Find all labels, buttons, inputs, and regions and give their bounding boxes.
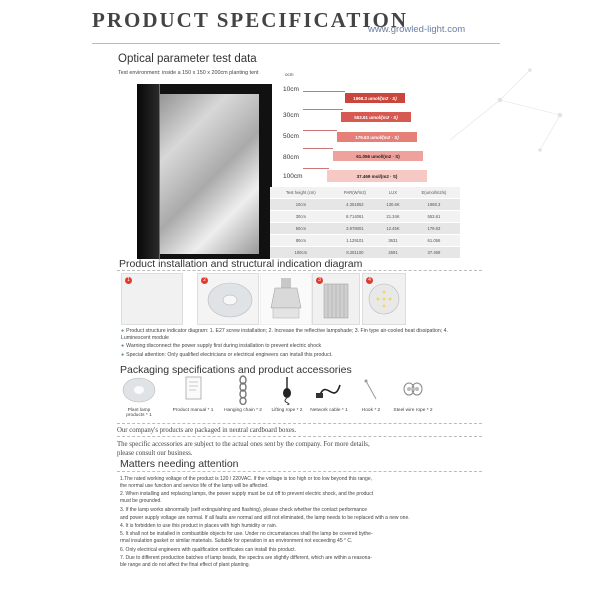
table-cell: 553.61 <box>408 211 460 223</box>
height-line-80 <box>303 148 333 149</box>
accessory-label: Lifting rope * 2 <box>271 408 303 413</box>
page-title: PRODUCT SPECIFICATION <box>92 8 409 32</box>
decorative-network-graphic <box>440 60 580 160</box>
install-step-4-image <box>362 273 406 325</box>
band-unit-10: umol/(m2 · S) <box>368 95 397 101</box>
table-cell: 10cm <box>270 199 332 211</box>
table-cell: 4.351952 <box>332 199 379 211</box>
accessory-label: Hook * 2 <box>361 408 381 413</box>
accessory-chain <box>222 375 264 413</box>
install-step-3-image <box>260 273 312 325</box>
packaging-note: Our company's products are packaged in neutral cardboard boxes. <box>117 427 297 434</box>
matter-line: 7. Due to different production batches of lamp beads, the spectra are slightly different, which are within a reasona- <box>120 555 372 561</box>
table-row <box>270 223 460 235</box>
band-unit-30: umol/(m2 · S) <box>369 114 398 120</box>
matter-line: and power supply voltage are normal. If all faults are normal and still not eliminated, the lamp needs to be replaced with a new one. <box>120 515 410 521</box>
table-cell: 50cm <box>270 223 332 235</box>
section-divider <box>117 270 482 271</box>
step-number-badge: 4 <box>366 277 373 284</box>
matter-line: 5. It shall not be installed in combustible objects for use. Under no circumstances shall the lamp be covered bythe- <box>120 531 373 537</box>
table-cell: 130.6K <box>378 199 408 211</box>
bullet-icon: ● <box>121 343 125 349</box>
optical-data-table <box>270 187 460 259</box>
accessories-note: The specific accessories are subject to the actual ones sent by the company. For more details, please consult our business. <box>117 441 370 457</box>
tent-reflective-interior <box>147 94 259 254</box>
intensity-band-50 <box>337 132 417 142</box>
optical-section-title: Optical parameter test data <box>118 53 257 65</box>
matter-line: 6. Only electrical engineers with qualification certificates can install this product. <box>120 547 296 553</box>
table-cell: 100cm <box>270 247 332 259</box>
led-module-icon <box>363 274 405 324</box>
height-line-50 <box>303 130 337 131</box>
installation-section-title: Product installation and structural indication diagram <box>119 258 363 270</box>
packaging-section-title: Packaging specifications and product accessories <box>120 364 352 376</box>
table-cell: 179.63 <box>408 223 460 235</box>
tent-zipper <box>159 84 160 259</box>
accessory-label: Product manual * 1 <box>172 408 214 413</box>
table-cell: 61.056 <box>408 235 460 247</box>
band-value-80: 61.056 <box>356 153 370 159</box>
table-header: Test height (cm) <box>270 187 332 199</box>
table-cell: 80cm <box>270 235 332 247</box>
accessory-lamp <box>118 375 160 418</box>
accessory-manual <box>172 375 214 413</box>
table-row <box>270 247 460 259</box>
note-text: Warning:disconnect the power supply first during installation to prevent electric shock <box>126 343 322 349</box>
table-cell: 37.469 <box>408 247 460 259</box>
chain-icon <box>226 375 260 405</box>
accessory-wire <box>392 375 434 413</box>
band-unit-50: umol/(m2 · S) <box>370 134 399 140</box>
table-cell: 1.129101 <box>332 235 379 247</box>
install-note-attention <box>121 352 461 359</box>
table-row <box>270 211 460 223</box>
install-step-2-image <box>197 273 259 325</box>
height-label-30: 30cm <box>283 112 299 119</box>
band-value-10: 1968.3 <box>353 95 367 101</box>
matter-line: rmal insulation gasket or similar materials. Suitable for operation in an environment not exceeding 45 ° C. <box>120 538 353 544</box>
light-intensity-diagram <box>283 72 448 188</box>
height-label-80: 80cm <box>283 154 299 161</box>
step-number-badge: 2 <box>201 277 208 284</box>
accessory-label: Steel wire rope * 2 <box>393 408 433 413</box>
accessory-rope <box>266 375 308 413</box>
table-cell: 8.281100 <box>332 247 379 259</box>
unit-label: ocm <box>285 72 294 77</box>
step-number-badge: 1 <box>125 277 132 284</box>
table-cell: 12.45K <box>378 223 408 235</box>
matter-line: ble range and do not affect the final effect of plant planting. <box>120 562 250 568</box>
cable-icon <box>312 375 346 405</box>
band-unit-100: mol/(m2 · S) <box>371 173 398 179</box>
table-header: E(umol/m2/s) <box>408 187 460 199</box>
table-cell: 2691 <box>378 247 408 259</box>
header-divider <box>92 43 500 44</box>
table-cell: 30cm <box>270 211 332 223</box>
height-label-10: 10cm <box>283 86 299 93</box>
accessory-hook <box>350 375 392 413</box>
table-row <box>270 235 460 247</box>
matter-line: must be grounded. <box>120 498 162 504</box>
lampshade-icon <box>198 274 258 324</box>
accessory-label: Plant lamp products * 1 <box>126 408 152 418</box>
matter-line: 1.The rated working voltage of the product is 120 / 220VAC. If the voltage is too high or too low beyond this range, <box>120 476 373 482</box>
intensity-band-30 <box>341 112 411 122</box>
heatsink-icon <box>313 274 359 324</box>
accessory-cable <box>308 375 350 413</box>
note-text: Product structure indicator diagram: 1. E27 screw installation; 2. Increase the reflective lampshade; 3. Fin type air-cooled heat dissipation; 4. Luminescent module <box>121 328 448 341</box>
table-row <box>270 199 460 211</box>
bullet-icon: ● <box>121 352 125 358</box>
table-header: PAR(W/m2) <box>332 187 379 199</box>
section-divider <box>117 471 482 472</box>
table-cell: 3631 <box>378 235 408 247</box>
website-url[interactable]: www.growled-light.com <box>368 24 466 35</box>
matter-line: 2. When installing and replacing lamps, the power supply must be cut off to prevent electric shock, and the product <box>120 491 374 497</box>
lamp-icon <box>122 375 156 405</box>
section-divider <box>117 423 482 424</box>
manual-icon <box>176 375 210 405</box>
step-number-badge: 3 <box>316 277 323 284</box>
install-step-1-image <box>121 273 183 325</box>
table-cell: 8.714061 <box>332 211 379 223</box>
section-divider <box>117 436 482 437</box>
table-header-row <box>270 187 460 199</box>
grow-tent-photo <box>137 84 272 259</box>
matters-section-title: Matters needing attention <box>120 458 239 470</box>
bullet-icon: ● <box>121 328 125 334</box>
accessory-label: Hanging chain * 2 <box>224 408 262 413</box>
bulb-with-fins-icon <box>261 274 311 324</box>
install-note-structure <box>121 328 461 342</box>
matter-line: the normal use function and service life of the lamp will be affected. <box>120 483 269 489</box>
height-line-100 <box>303 168 329 169</box>
table-cell: 1968.3 <box>408 199 460 211</box>
height-label-50: 50cm <box>283 133 299 140</box>
test-environment: Test environment: inside a 150 x 150 x 200cm planting tent <box>118 70 259 76</box>
table-cell: 21.34K <box>378 211 408 223</box>
rope-icon <box>270 375 304 405</box>
tent-door-flap <box>137 84 160 259</box>
table-header: LUX <box>378 187 408 199</box>
band-unit-80: umol/(m2 · S) <box>371 153 400 159</box>
height-line-30 <box>303 109 343 110</box>
wire-icon <box>396 375 430 405</box>
height-line-10 <box>303 91 345 92</box>
matter-line: 3. If the lamp works abnormally (self extinguishing and flashing), please check whether the contact performance <box>120 507 368 513</box>
height-label-100: 100cm <box>283 173 303 180</box>
install-note-warning <box>121 343 461 350</box>
intensity-band-10 <box>345 93 405 103</box>
matter-line: 4. It is forbidden to use this product in places with high humidity or rain. <box>120 523 278 529</box>
install-step-3b-image <box>312 273 360 325</box>
table-cell: 3.978001 <box>332 223 379 235</box>
note-text: Special attention: Only qualified electricians or electrical engineers can install this product. <box>126 352 333 358</box>
band-value-100: 37.469 <box>356 173 371 179</box>
band-value-50: 179.63 <box>355 134 369 140</box>
accessory-label: Network cable * 1 <box>310 408 348 413</box>
band-value-30: 553.61 <box>354 114 368 120</box>
intensity-band-100 <box>327 170 427 182</box>
hook-icon <box>354 375 388 405</box>
intensity-band-80 <box>333 151 423 161</box>
